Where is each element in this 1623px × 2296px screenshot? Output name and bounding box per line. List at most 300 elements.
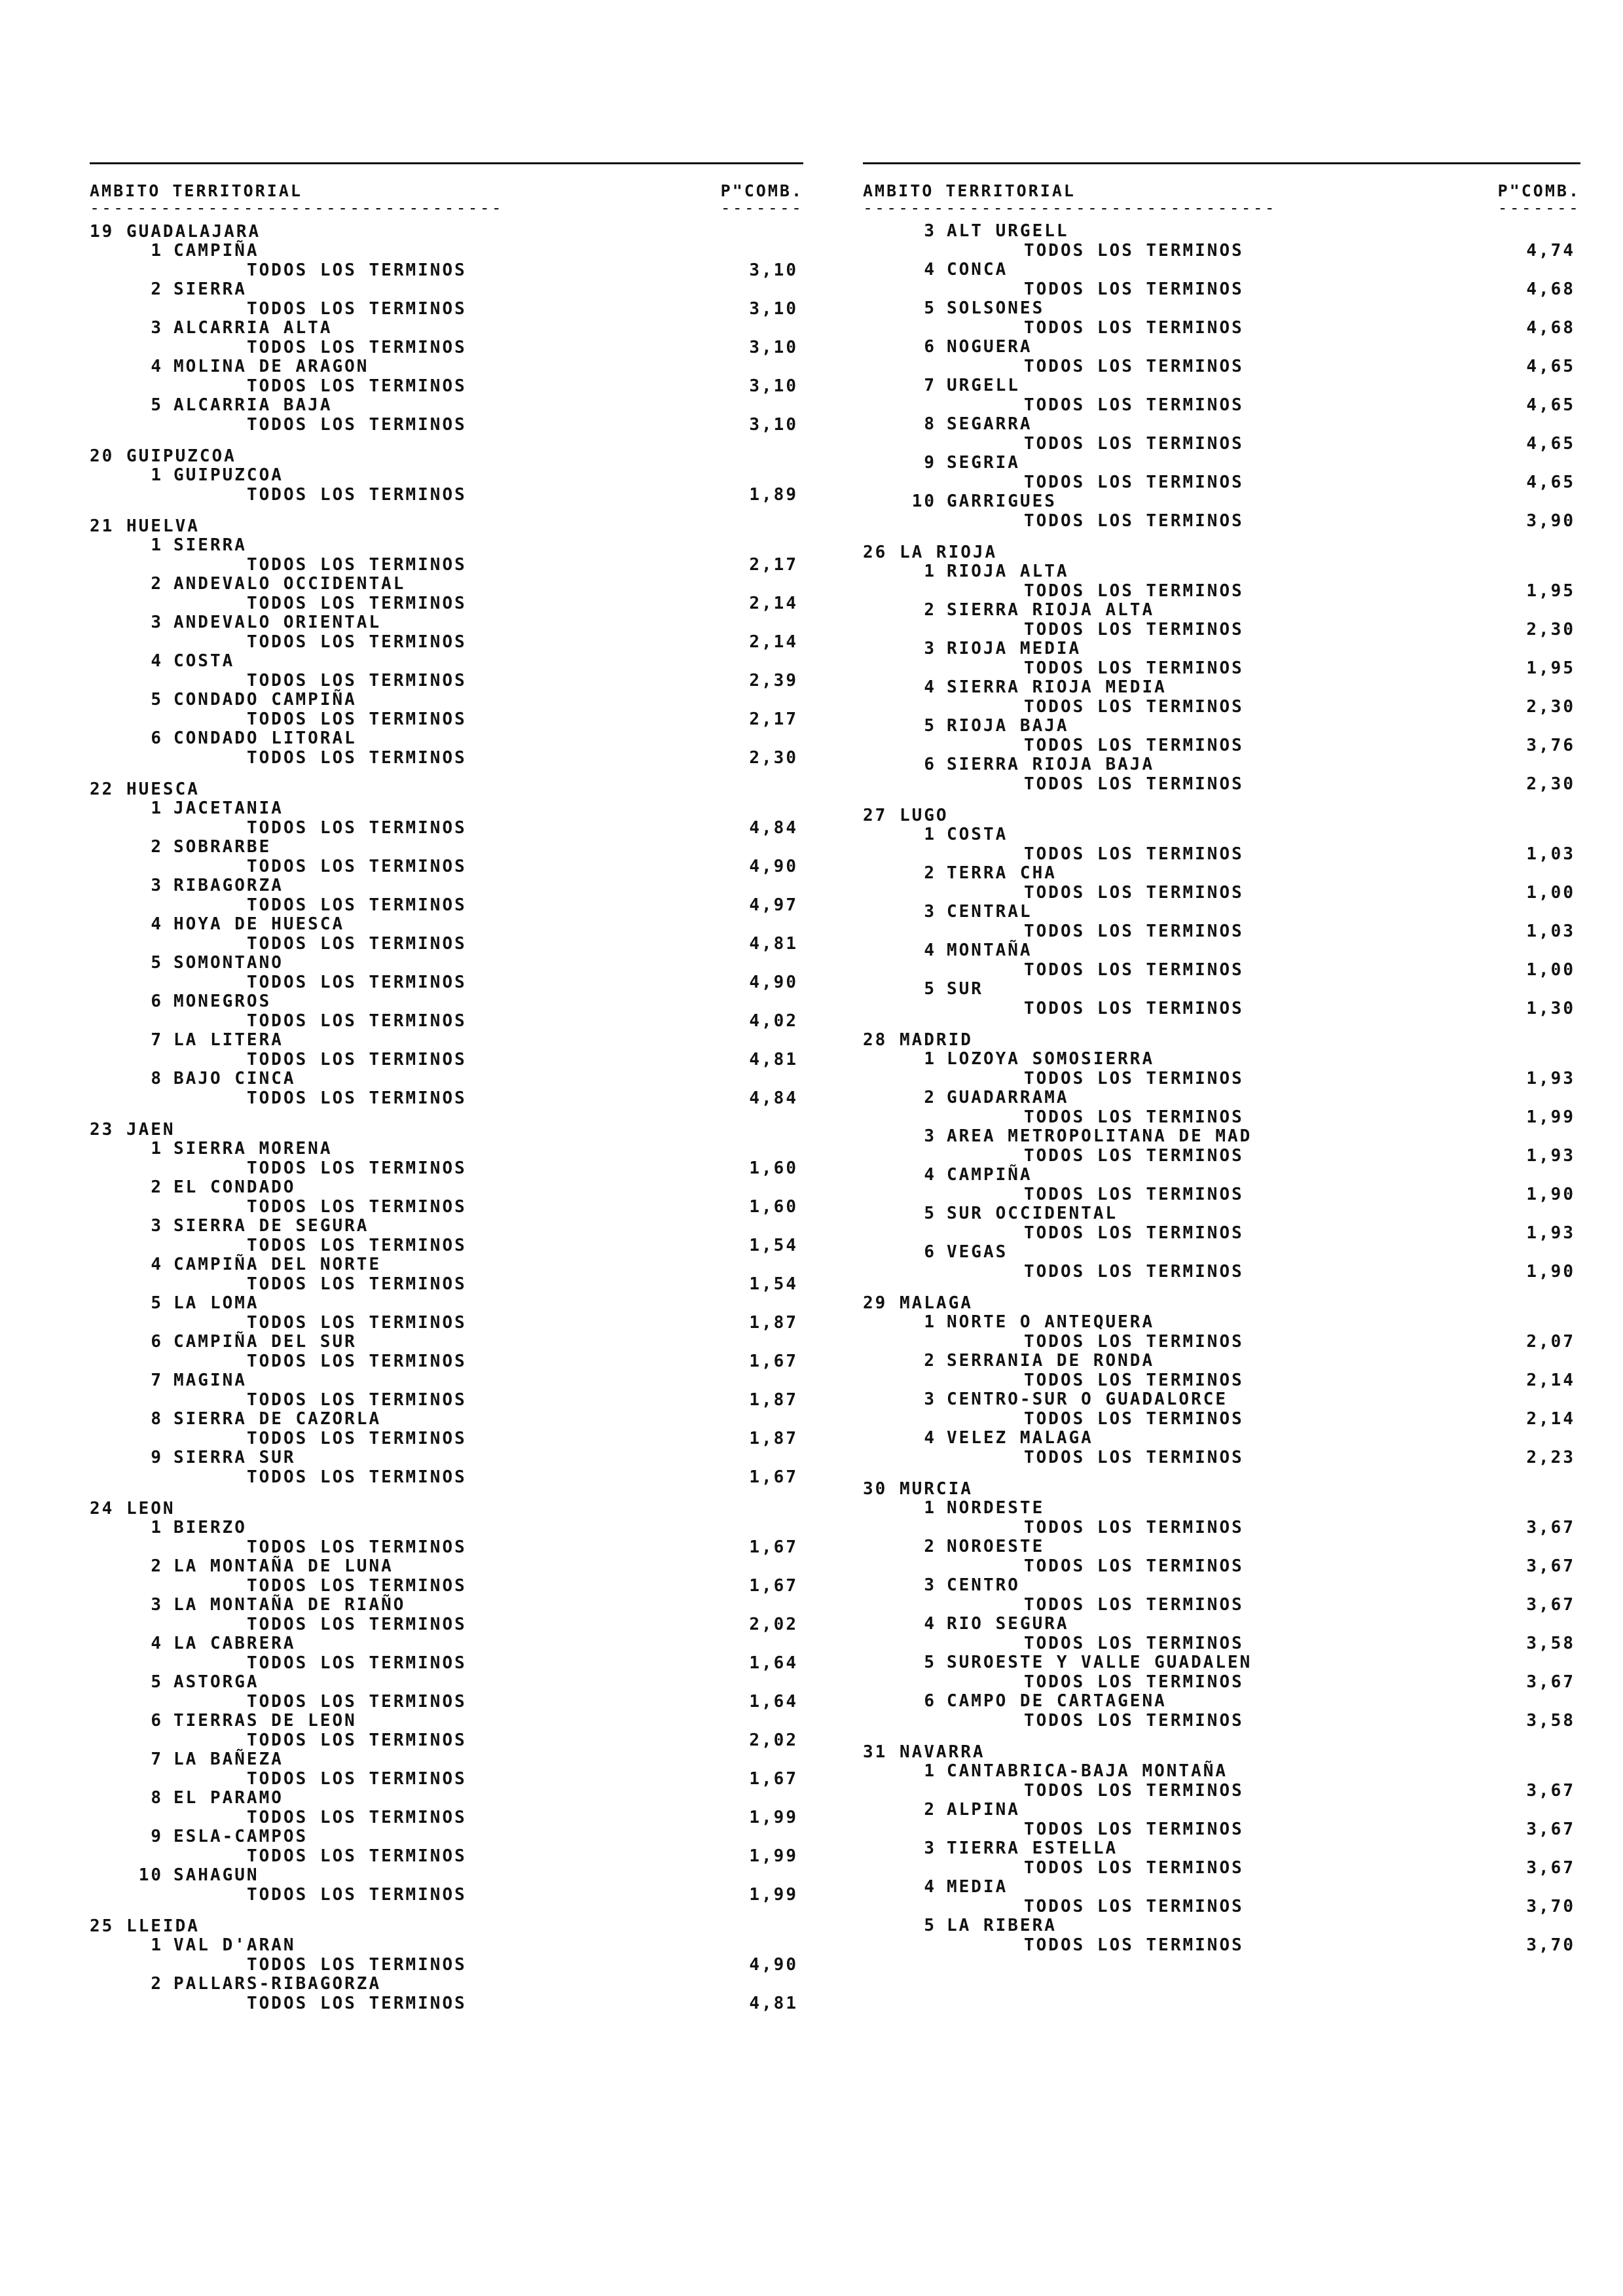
comarca-name: SIERRA SUR [173, 1448, 296, 1467]
pcomb-value: 2,02 [749, 1731, 798, 1750]
terms-label: TODOS LOS TERMINOS [1024, 1820, 1244, 1839]
comarca-number: 6 [924, 1242, 936, 1262]
terms-row [90, 934, 803, 954]
terms-label: TODOS LOS TERMINOS [1024, 1069, 1244, 1088]
province-heading: 27 LUGO [863, 806, 949, 825]
left-column [90, 162, 803, 2013]
terms-row [863, 241, 1580, 260]
terms-label: TODOS LOS TERMINOS [247, 1011, 467, 1031]
terms-row [863, 1332, 1580, 1352]
terms-row [90, 376, 803, 396]
pcomb-value: 1,64 [749, 1653, 798, 1673]
comarca-name: EL CONDADO [173, 1177, 296, 1197]
comarca-row [863, 1653, 1580, 1672]
comarca-number: 1 [924, 1761, 936, 1781]
terms-row [863, 960, 1580, 980]
comarca-number: 3 [151, 1595, 163, 1615]
comarca-row [863, 1050, 1580, 1069]
terms-row [90, 1467, 803, 1487]
terms-row [90, 594, 803, 613]
terms-label: TODOS LOS TERMINOS [247, 1313, 467, 1333]
terms-row [863, 1518, 1580, 1537]
terms-label: TODOS LOS TERMINOS [247, 818, 467, 838]
comarca-name: ASTORGA [173, 1672, 259, 1692]
comarca-number: 4 [151, 1634, 163, 1653]
pcomb-value: 2,14 [1526, 1371, 1575, 1390]
comarca-name: MEDIA [947, 1877, 1008, 1897]
comarca-row [863, 260, 1580, 279]
terms-label: TODOS LOS TERMINOS [1024, 844, 1244, 864]
terms-label: TODOS LOS TERMINOS [247, 1158, 467, 1178]
pcomb-value: 3,70 [1526, 1935, 1575, 1955]
comarca-number: 6 [151, 728, 163, 748]
terms-row [90, 1955, 803, 1975]
comarca-name: RIOJA ALTA [947, 562, 1069, 581]
terms-label: TODOS LOS TERMINOS [1024, 960, 1244, 980]
comarca-name: NOROESTE [947, 1537, 1045, 1556]
pcomb-value: 3,10 [749, 260, 798, 280]
terms-row [863, 1897, 1580, 1916]
terms-row [90, 1615, 803, 1634]
comarca-number: 4 [924, 260, 936, 279]
terms-row [863, 279, 1580, 299]
pcomb-value: 2,17 [749, 555, 798, 575]
terms-row [90, 857, 803, 876]
comarca-number: 1 [924, 562, 936, 581]
comarca-name: MOLINA DE ARAGON [173, 357, 369, 376]
terms-row [90, 1197, 803, 1217]
comarca-row [90, 1936, 803, 1955]
terms-label: TODOS LOS TERMINOS [1024, 1595, 1244, 1615]
pcomb-value: 1,67 [749, 1537, 798, 1557]
comarca-name: ALPINA [947, 1800, 1020, 1820]
terms-row [90, 818, 803, 838]
comarca-row [863, 1762, 1580, 1781]
comarca-row [863, 1692, 1580, 1711]
column-header [90, 181, 803, 218]
province-group [863, 1030, 1580, 1282]
comarca-number: 9 [924, 453, 936, 473]
terms-label: TODOS LOS TERMINOS [247, 1429, 467, 1448]
comarca-row [90, 466, 803, 485]
terms-label: TODOS LOS TERMINOS [247, 748, 467, 768]
terms-label: TODOS LOS TERMINOS [247, 1994, 467, 2013]
comarca-row [863, 222, 1580, 241]
terms-label: TODOS LOS TERMINOS [1024, 999, 1244, 1018]
comarca-name: SIERRA MORENA [173, 1139, 333, 1158]
comarca-number: 3 [151, 876, 163, 895]
left-body [90, 222, 803, 2013]
comarca-row [863, 299, 1580, 318]
comarca-name: SIERRA DE CAZORLA [173, 1409, 382, 1429]
terms-label: TODOS LOS TERMINOS [1024, 1146, 1244, 1166]
terms-label: TODOS LOS TERMINOS [247, 1653, 467, 1673]
comarca-name: SOBRARBE [173, 837, 272, 857]
province-group [90, 1499, 803, 1905]
province-heading: 24 LEON [90, 1499, 175, 1518]
terms-row [863, 1711, 1580, 1731]
pcomb-value: 3,67 [1526, 1781, 1575, 1801]
terms-label: TODOS LOS TERMINOS [1024, 1107, 1244, 1127]
comarca-number: 7 [924, 376, 936, 395]
pcomb-value: 1,93 [1526, 1146, 1575, 1166]
pcomb-value: 2,02 [749, 1615, 798, 1634]
pcomb-value: 2,30 [1526, 620, 1575, 639]
comarca-name: PALLARS-RIBAGORZA [173, 1974, 382, 1994]
province-group [863, 1479, 1580, 1731]
province-heading: 28 MADRID [863, 1030, 973, 1050]
terms-row [863, 1146, 1580, 1166]
province-heading: 21 HUELVA [90, 516, 200, 536]
comarca-name: GARRIGUES [947, 492, 1057, 511]
comarca-name: URGELL [947, 376, 1020, 395]
comarca-name: ANDEVALO OCCIDENTAL [173, 574, 406, 594]
pcomb-value: 2,14 [749, 632, 798, 652]
comarca-name: TERRA CHA [947, 863, 1057, 883]
comarca-row [90, 954, 803, 973]
comarca-row [90, 396, 803, 415]
comarca-number: 1 [151, 535, 163, 555]
comarca-number: 3 [924, 1839, 936, 1858]
comarca-row [90, 1371, 803, 1390]
comarca-name: LA BAÑEZA [173, 1749, 283, 1769]
comarca-number: 1 [151, 1518, 163, 1537]
terms-row [863, 922, 1580, 941]
comarca-row [90, 1557, 803, 1576]
comarca-row [90, 357, 803, 376]
pcomb-value: 3,67 [1526, 1672, 1575, 1692]
pcomb-value: 4,84 [749, 1088, 798, 1108]
terms-label: TODOS LOS TERMINOS [1024, 774, 1244, 794]
comarca-row [90, 1031, 803, 1050]
comarca-number: 10 [911, 492, 936, 511]
pcomb-value: 3,67 [1526, 1858, 1575, 1878]
terms-row [90, 1274, 803, 1294]
terms-label: TODOS LOS TERMINOS [247, 1197, 467, 1217]
province-group [90, 780, 803, 1108]
comarca-row [863, 601, 1580, 620]
comarca-row [863, 1801, 1580, 1820]
pcomb-value: 1,95 [1526, 658, 1575, 678]
comarca-name: LA CABRERA [173, 1634, 296, 1653]
terms-row [863, 844, 1580, 864]
terms-label: TODOS LOS TERMINOS [247, 934, 467, 954]
pcomb-value: 1,99 [749, 1885, 798, 1905]
comarca-number: 6 [151, 992, 163, 1011]
comarca-row [863, 1615, 1580, 1634]
pcomb-value: 1,89 [749, 485, 798, 505]
province-group [863, 1742, 1580, 1955]
comarca-number: 2 [924, 1800, 936, 1820]
comarca-name: SUR OCCIDENTAL [947, 1204, 1118, 1223]
comarca-row [90, 691, 803, 709]
pcomb-value: 1,93 [1526, 1223, 1575, 1243]
terms-label: TODOS LOS TERMINOS [1024, 1262, 1244, 1282]
comarca-row [90, 1448, 803, 1467]
province-group [863, 543, 1580, 794]
pcomb-value: 2,14 [1526, 1409, 1575, 1429]
comarca-name: CAMPIÑA DEL SUR [173, 1332, 357, 1352]
comarca-number: 4 [151, 1255, 163, 1274]
terms-label: TODOS LOS TERMINOS [1024, 241, 1244, 260]
terms-row [863, 1634, 1580, 1653]
comarca-name: LA LITERA [173, 1030, 283, 1050]
comarca-name: AREA METROPOLITANA DE MAD [947, 1126, 1252, 1146]
column-header [863, 181, 1580, 218]
comarca-row [863, 376, 1580, 395]
comarca-name: SIERRA [173, 535, 247, 555]
comarca-name: BAJO CINCA [173, 1069, 296, 1088]
pcomb-value: 4,90 [749, 857, 798, 876]
pcomb-value: 1,54 [749, 1236, 798, 1255]
province-heading: 25 LLEIDA [90, 1916, 200, 1936]
terms-label: TODOS LOS TERMINOS [247, 1808, 467, 1827]
pcomb-value: 1,67 [749, 1352, 798, 1371]
comarca-number: 5 [924, 298, 936, 318]
header-ambito-underline: ----------------------------------- [863, 198, 1277, 217]
terms-row [90, 1352, 803, 1371]
pcomb-value: 4,90 [749, 973, 798, 992]
terms-label: TODOS LOS TERMINOS [1024, 883, 1244, 903]
comarca-number: 4 [924, 1614, 936, 1634]
terms-label: TODOS LOS TERMINOS [247, 594, 467, 613]
comarca-row [90, 280, 803, 299]
pcomb-value: 1,87 [749, 1313, 798, 1333]
comarca-name: HOYA DE HUESCA [173, 914, 345, 934]
comarca-number: 8 [924, 414, 936, 434]
comarca-name: MAGINA [173, 1371, 247, 1390]
comarca-name: VAL D'ARAN [173, 1935, 296, 1955]
terms-label: TODOS LOS TERMINOS [1024, 922, 1244, 941]
comarca-name: RIO SEGURA [947, 1614, 1069, 1634]
comarca-name: ALT URGELL [947, 221, 1069, 241]
terms-label: TODOS LOS TERMINOS [247, 1467, 467, 1487]
comarca-number: 3 [924, 1126, 936, 1146]
comarca-name: SOLSONES [947, 298, 1045, 318]
comarca-name: SIERRA RIOJA MEDIA [947, 677, 1167, 697]
comarca-number: 2 [151, 279, 163, 299]
terms-label: TODOS LOS TERMINOS [247, 632, 467, 652]
comarca-number: 5 [924, 1653, 936, 1672]
comarca-name: ALCARRIA ALTA [173, 318, 333, 338]
comarca-name: TIERRAS DE LEON [173, 1711, 357, 1731]
pcomb-value: 4,65 [1526, 434, 1575, 454]
comarca-number: 7 [151, 1749, 163, 1769]
terms-row [90, 260, 803, 280]
comarca-row [863, 1243, 1580, 1262]
comarca-name: CAMPO DE CARTAGENA [947, 1691, 1167, 1711]
terms-label: TODOS LOS TERMINOS [247, 1692, 467, 1712]
comarca-row [863, 1916, 1580, 1935]
comarca-row [90, 1866, 803, 1885]
comarca-name: CAMPIÑA [947, 1165, 1032, 1185]
terms-label: TODOS LOS TERMINOS [1024, 1897, 1244, 1916]
comarca-number: 1 [924, 1312, 936, 1332]
pcomb-value: 2,39 [749, 671, 798, 691]
comarca-name: SIERRA RIOJA BAJA [947, 755, 1155, 774]
terms-row [863, 1069, 1580, 1088]
pcomb-value: 3,58 [1526, 1711, 1575, 1731]
comarca-name: RIOJA BAJA [947, 716, 1069, 736]
comarca-row [90, 838, 803, 857]
comarca-row [863, 1166, 1580, 1185]
comarca-row [90, 1178, 803, 1197]
terms-row [863, 1858, 1580, 1878]
header-ambito: AMBITO TERRITORIAL [863, 181, 1076, 200]
pcomb-value: 3,10 [749, 376, 798, 396]
comarca-number: 2 [924, 600, 936, 620]
right-body [863, 222, 1580, 1955]
comarca-number: 1 [151, 1139, 163, 1158]
comarca-row [90, 1294, 803, 1313]
comarca-row [90, 536, 803, 555]
terms-row [90, 338, 803, 357]
terms-label: TODOS LOS TERMINOS [1024, 1332, 1244, 1352]
comarca-number: 4 [924, 1428, 936, 1448]
comarca-number: 3 [924, 1575, 936, 1595]
pcomb-value: 2,30 [1526, 697, 1575, 717]
comarca-number: 3 [924, 221, 936, 241]
comarca-name: COSTA [173, 651, 235, 671]
pcomb-value: 4,74 [1526, 241, 1575, 260]
comarca-number: 4 [924, 941, 936, 960]
comarca-row [863, 1429, 1580, 1448]
comarca-row [863, 415, 1580, 434]
terms-label: TODOS LOS TERMINOS [1024, 1781, 1244, 1801]
comarca-name: VEGAS [947, 1242, 1008, 1262]
comarca-name: ALCARRIA BAJA [173, 395, 333, 415]
pcomb-value: 4,68 [1526, 279, 1575, 299]
terms-row [863, 1409, 1580, 1429]
comarca-row [863, 903, 1580, 922]
terms-label: TODOS LOS TERMINOS [1024, 1858, 1244, 1878]
terms-row [90, 1050, 803, 1069]
comarca-row [863, 492, 1580, 511]
pcomb-value: 4,81 [749, 1050, 798, 1069]
comarca-number: 7 [151, 1030, 163, 1050]
comarca-row [863, 1088, 1580, 1107]
comarca-number: 5 [151, 395, 163, 415]
pcomb-value: 1,64 [749, 1692, 798, 1712]
header-pcomb-underline: ------- [1497, 198, 1580, 217]
terms-label: TODOS LOS TERMINOS [1024, 1935, 1244, 1955]
pcomb-value: 3,10 [749, 415, 798, 435]
terms-row [90, 973, 803, 992]
comarca-row [863, 1127, 1580, 1146]
terms-label: TODOS LOS TERMINOS [247, 260, 467, 280]
top-rule [863, 162, 1580, 164]
terms-label: TODOS LOS TERMINOS [1024, 1518, 1244, 1537]
comarca-name: SOMONTANO [173, 953, 283, 973]
comarca-name: SUR [947, 979, 983, 999]
comarca-number: 2 [151, 1177, 163, 1197]
comarca-name: SUROESTE Y VALLE GUADALEN [947, 1653, 1252, 1672]
terms-row [863, 736, 1580, 755]
comarca-row [863, 1878, 1580, 1897]
terms-row [90, 1994, 803, 2013]
comarca-name: MONTAÑA [947, 941, 1032, 960]
comarca-number: 4 [924, 677, 936, 697]
terms-label: TODOS LOS TERMINOS [247, 1885, 467, 1905]
comarca-name: CONCA [947, 260, 1008, 279]
comarca-name: NORDESTE [947, 1498, 1045, 1518]
province-heading: 26 LA RIOJA [863, 543, 998, 562]
comarca-name: GUADARRAMA [947, 1088, 1069, 1107]
comarca-name: SAHAGUN [173, 1865, 259, 1885]
comarca-name: ESLA-CAMPOS [173, 1827, 308, 1846]
terms-row [90, 1011, 803, 1031]
pcomb-value: 1,90 [1526, 1262, 1575, 1282]
terms-label: TODOS LOS TERMINOS [1024, 473, 1244, 492]
comarca-number: 2 [924, 1537, 936, 1556]
comarca-number: 5 [924, 979, 936, 999]
comarca-row [90, 1333, 803, 1352]
comarca-number: 1 [924, 825, 936, 844]
comarca-row [90, 1827, 803, 1846]
comarca-row [90, 1975, 803, 1994]
comarca-row [863, 1204, 1580, 1223]
comarca-row [863, 1352, 1580, 1371]
terms-row [863, 999, 1580, 1018]
terms-label: TODOS LOS TERMINOS [247, 1537, 467, 1557]
comarca-name: LA MONTAÑA DE RIAÑO [173, 1595, 406, 1615]
province-heading: 20 GUIPUZCOA [90, 446, 236, 466]
terms-row [90, 1313, 803, 1333]
terms-row [863, 1371, 1580, 1390]
province-heading: 19 GUADALAJARA [90, 222, 261, 242]
comarca-number: 2 [924, 1088, 936, 1107]
terms-row [863, 581, 1580, 601]
terms-row [863, 1672, 1580, 1692]
terms-label: TODOS LOS TERMINOS [247, 1390, 467, 1410]
comarca-name: CENTRAL [947, 902, 1032, 922]
terms-label: TODOS LOS TERMINOS [247, 671, 467, 691]
terms-row [863, 1262, 1580, 1282]
comarca-name: SEGARRA [947, 414, 1032, 434]
comarca-row [90, 1596, 803, 1615]
pcomb-value: 1,60 [749, 1158, 798, 1178]
terms-label: TODOS LOS TERMINOS [1024, 1409, 1244, 1429]
comarca-row [863, 338, 1580, 357]
comarca-name: SIERRA [173, 279, 247, 299]
terms-row [863, 1223, 1580, 1243]
comarca-row [863, 1499, 1580, 1518]
province-group [863, 1293, 1580, 1467]
right-column [863, 162, 1580, 1955]
terms-label: TODOS LOS TERMINOS [1024, 620, 1244, 639]
terms-row [863, 434, 1580, 454]
comarca-row [90, 575, 803, 594]
comarca-number: 5 [924, 716, 936, 736]
pcomb-value: 3,90 [1526, 511, 1575, 531]
terms-label: TODOS LOS TERMINOS [1024, 395, 1244, 415]
terms-row [90, 555, 803, 575]
terms-label: TODOS LOS TERMINOS [1024, 697, 1244, 717]
terms-row [90, 415, 803, 435]
comarca-name: LA RIBERA [947, 1916, 1057, 1935]
terms-row [90, 671, 803, 691]
comarca-number: 4 [151, 651, 163, 671]
comarca-row [90, 1712, 803, 1731]
comarca-number: 3 [924, 639, 936, 658]
pcomb-value: 2,30 [1526, 774, 1575, 794]
province-group [90, 516, 803, 768]
comarca-number: 4 [151, 357, 163, 376]
comarca-row [863, 639, 1580, 658]
pcomb-value: 1,90 [1526, 1185, 1575, 1204]
terms-label: TODOS LOS TERMINOS [247, 1088, 467, 1108]
terms-row [863, 1781, 1580, 1801]
